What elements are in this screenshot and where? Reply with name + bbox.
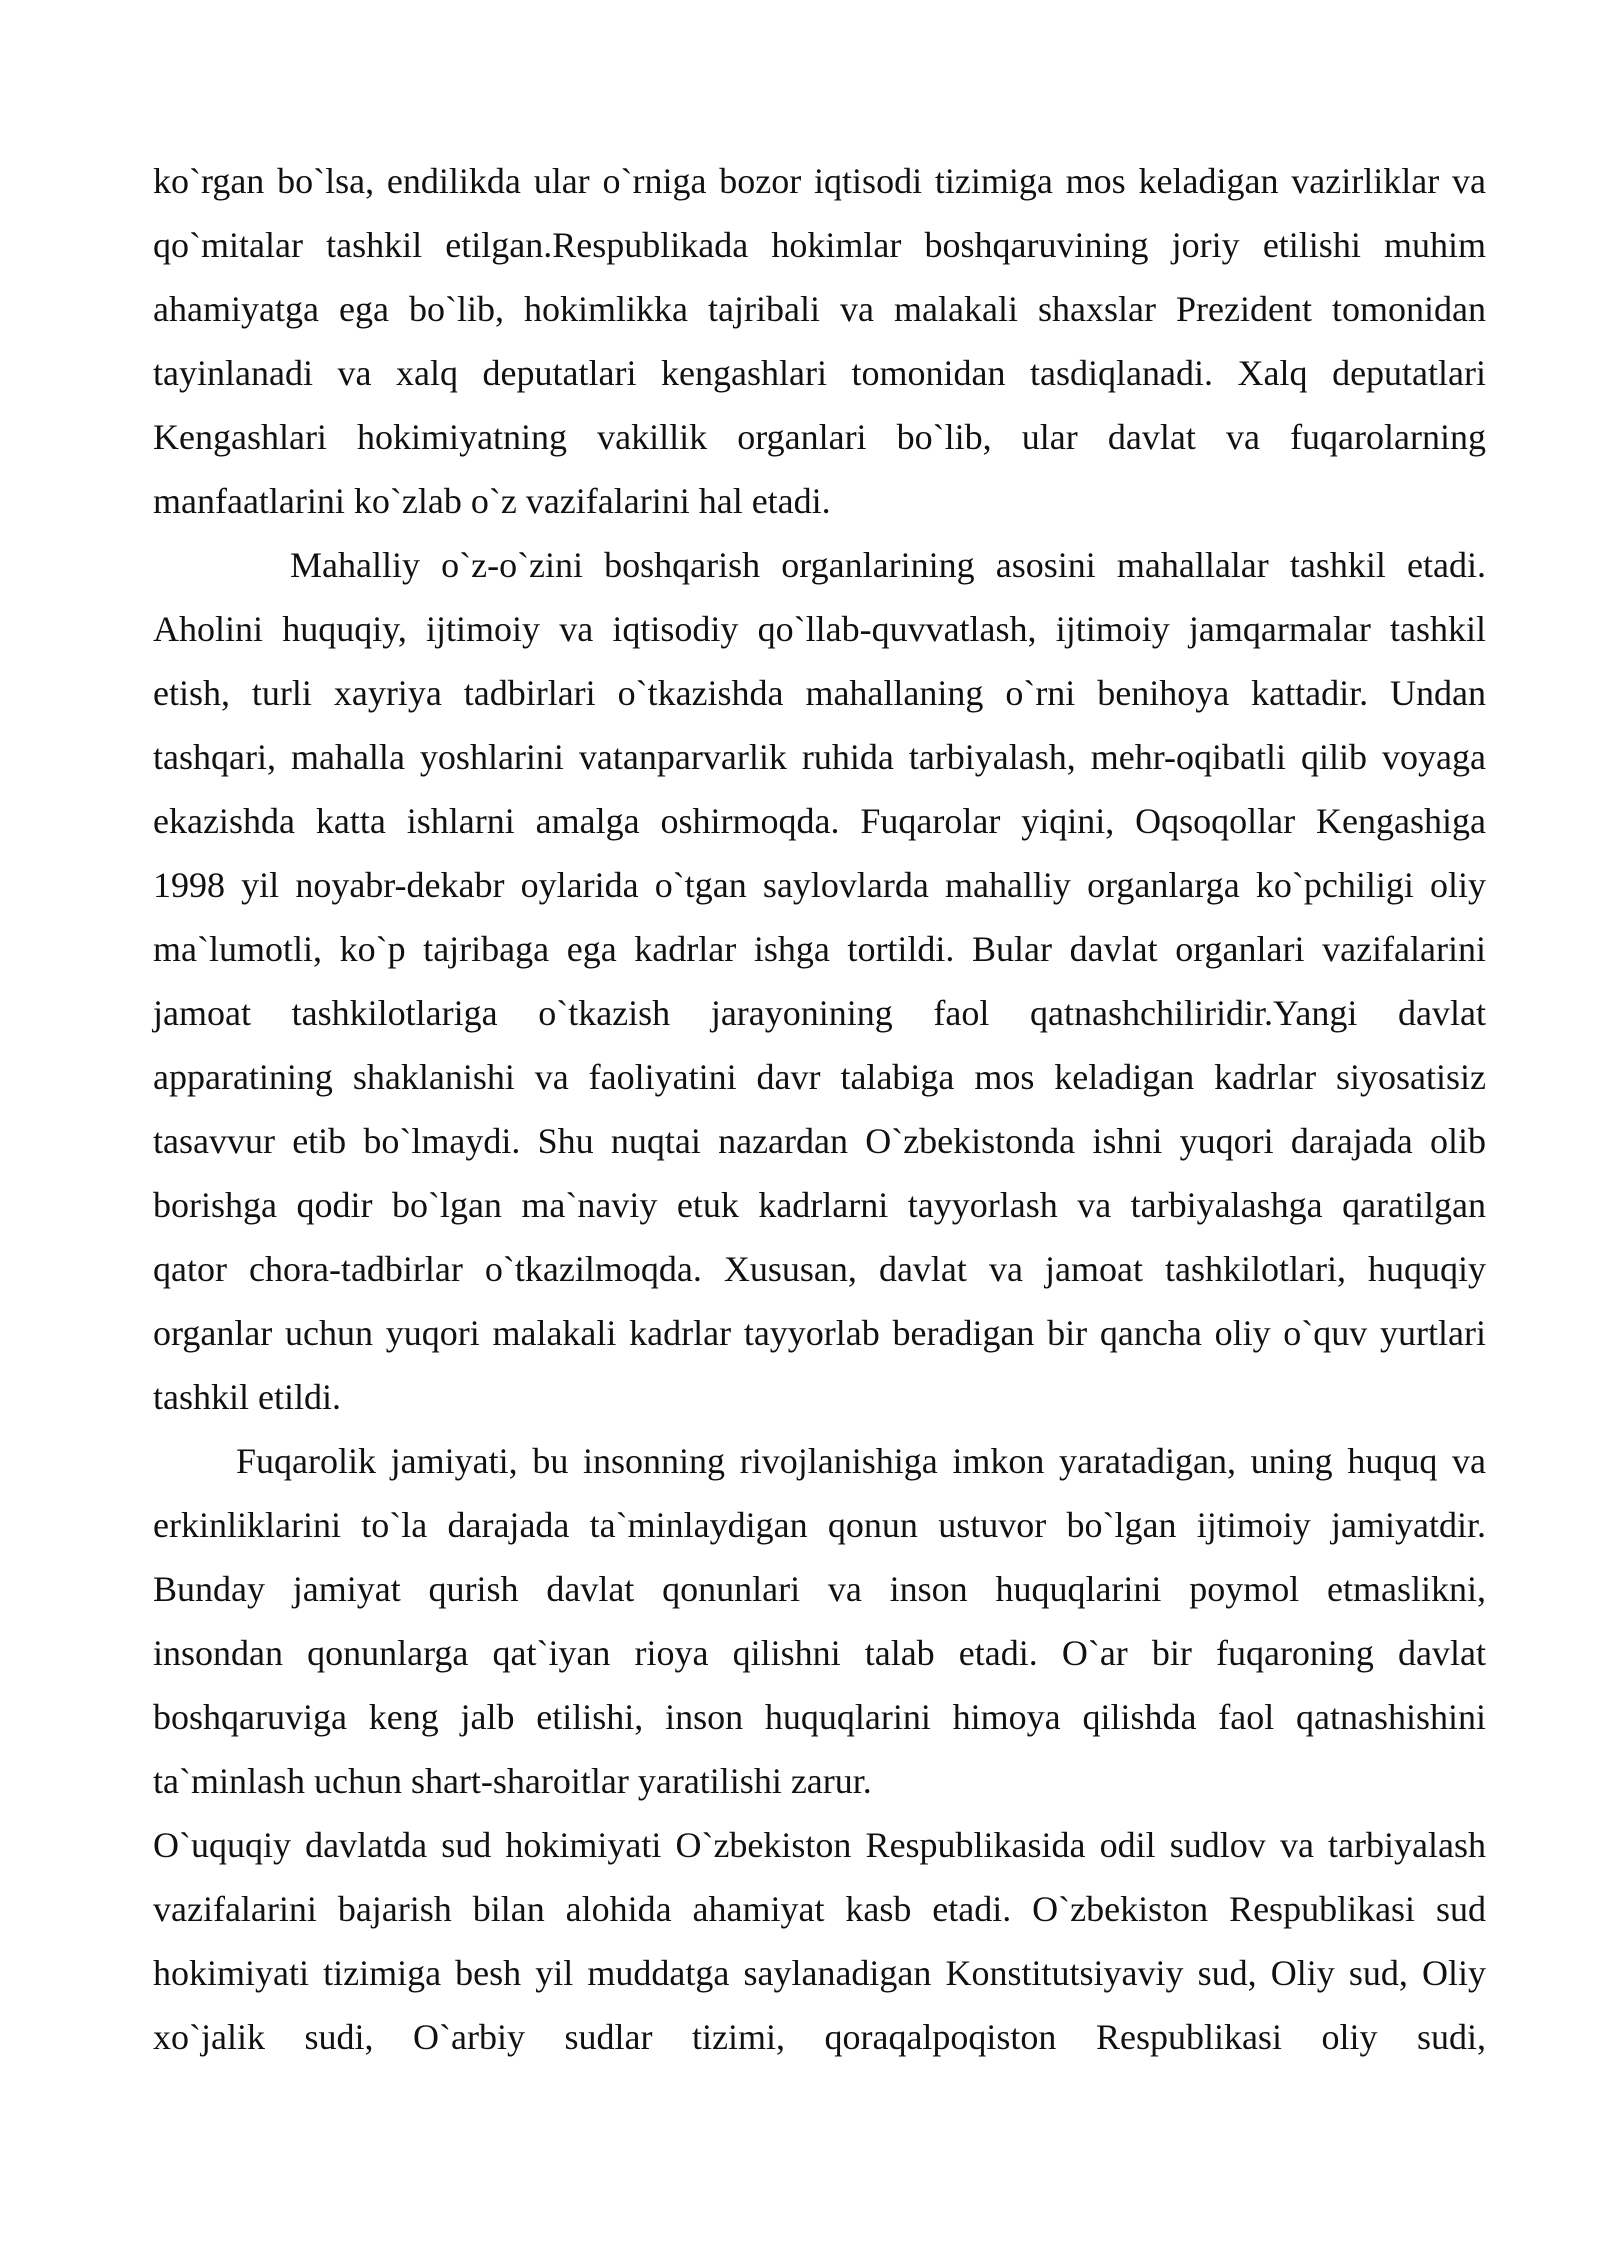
document-body <box>153 149 1486 2069</box>
text-line: organlar uchun yuqori malakali kadrlar tayyorlab beradigan bir qancha oliy o`quv yurtlari <box>153 1313 1486 1353</box>
text-line: borishga qodir bo`lgan ma`naviy etuk kadrlarni tayyorlash va tarbiyalashga qaratilgan <box>153 1185 1486 1225</box>
text-line: manfaatlarini ko`zlab o`z vazifalarini hal etadi. <box>153 481 831 521</box>
text-line: 1998 yil noyabr-dekabr oylarida o`tgan saylovlarda mahalliy organlarga ko`pchiligi oliy <box>153 865 1486 905</box>
paragraph <box>153 149 1486 533</box>
paragraph <box>153 533 1486 1429</box>
paragraph <box>153 1429 1486 1813</box>
text-line: jamoat tashkilotlariga o`tkazish jarayonining faol qatnashchiliridir.Yangi davlat <box>153 993 1486 1033</box>
text-line: ko`rgan bo`lsa, endilikda ular o`rniga bozor iqtisodi tizimiga mos keladigan vazirliklar va <box>153 161 1486 201</box>
text-line: Mahalliy o`z-o`zini boshqarish organlarining asosini mahallalar tashkil etadi. <box>290 545 1486 585</box>
paragraph <box>153 1813 1486 2069</box>
text-line: tayinlanadi va xalq deputatlari kengashlari tomonidan tasdiqlanadi. Xalq deputatlari <box>153 353 1486 393</box>
text-line: Fuqarolik jamiyati, bu insonning rivojlanishiga imkon yaratadigan, uning huquq va <box>236 1441 1486 1481</box>
text-line: Kengashlari hokimiyatning vakillik organlari bo`lib, ular davlat va fuqarolarning <box>153 417 1486 457</box>
text-line: ahamiyatga ega bo`lib, hokimlikka tajribali va malakali shaxslar Prezident tomonidan <box>153 289 1486 329</box>
text-line: Bunday jamiyat qurish davlat qonunlari va inson huquqlarini poymol etmaslikni, <box>153 1569 1486 1609</box>
text-line: vazifalarini bajarish bilan alohida ahamiyat kasb etadi. O`zbekiston Respublikasi sud <box>153 1889 1486 1929</box>
text-line: ma`lumotli, ko`p tajribaga ega kadrlar ishga tortildi. Bular davlat organlari vazifalarini <box>153 929 1486 969</box>
text-line: tashqari, mahalla yoshlarini vatanparvarlik ruhida tarbiyalash, mehr-oqibatli qilib voyaga <box>153 737 1486 777</box>
text-line: etish, turli xayriya tadbirlari o`tkazishda mahallaning o`rni benihoya kattadir. Undan <box>153 673 1486 713</box>
text-line: insondan qonunlarga qat`iyan rioya qilishni talab etadi. O`ar bir fuqaroning davlat <box>153 1633 1486 1673</box>
text-line: xo`jalik sudi, O`arbiy sudlar tizimi, qoraqalpoqiston Respublikasi oliy sudi, <box>153 2017 1486 2057</box>
text-line: boshqaruviga keng jalb etilishi, inson huquqlarini himoya qilishda faol qatnashishini <box>153 1697 1486 1737</box>
text-line: tasavvur etib bo`lmaydi. Shu nuqtai nazardan O`zbekistonda ishni yuqori darajada olib <box>153 1121 1486 1161</box>
text-line: Aholini huquqiy, ijtimoiy va iqtisodiy qo`llab-quvvatlash, ijtimoiy jamqarmalar tashkil <box>153 609 1486 649</box>
text-line: erkinliklarini to`la darajada ta`minlaydigan qonun ustuvor bo`lgan ijtimoiy jamiyatdir. <box>153 1505 1486 1545</box>
text-line: O`uquqiy davlatda sud hokimiyati O`zbekiston Respublikasida odil sudlov va tarbiyalash <box>153 1825 1486 1865</box>
text-line: qator chora-tadbirlar o`tkazilmoqda. Xususan, davlat va jamoat tashkilotlari, huquqiy <box>153 1249 1486 1289</box>
text-line: ekazishda katta ishlarni amalga oshirmoqda. Fuqarolar yiqini, Oqsoqollar Kengashiga <box>153 801 1486 841</box>
text-line: ta`minlash uchun shart-sharoitlar yaratilishi zarur. <box>153 1761 872 1801</box>
text-line: hokimiyati tizimiga besh yil muddatga saylanadigan Konstitutsiyaviy sud, Oliy sud, Oliy <box>153 1953 1486 1993</box>
text-line: qo`mitalar tashkil etilgan.Respublikada hokimlar boshqaruvining joriy etilishi muhim <box>153 225 1486 265</box>
text-line: apparatining shaklanishi va faoliyatini davr talabiga mos keladigan kadrlar siyosatisiz <box>153 1057 1486 1097</box>
text-line: tashkil etildi. <box>153 1377 341 1417</box>
